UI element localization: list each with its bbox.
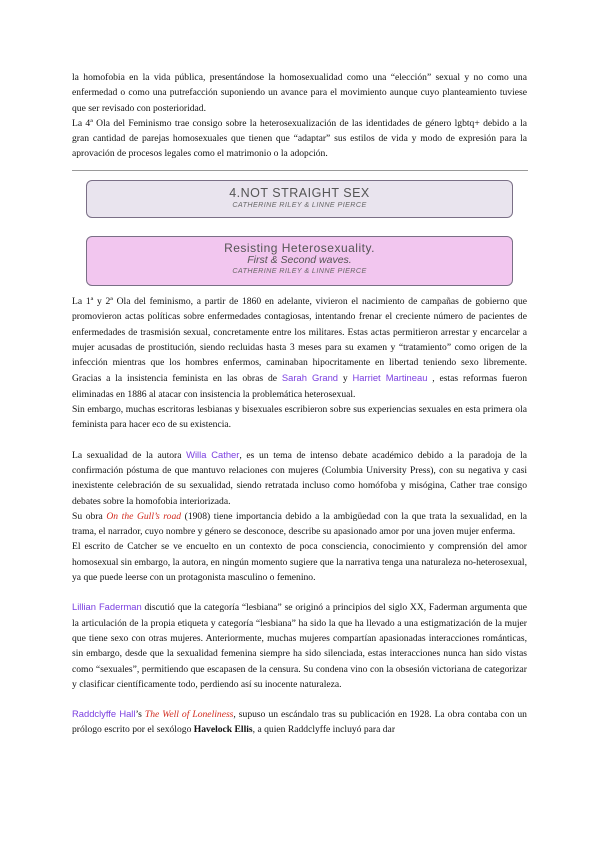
section3-paragraph-1: Lillian Faderman discutió que la categoría “lesbiana” se originó a principios del siglo XX, Faderman argumenta que la articulación de la propia etiqueta y categoría “lesbiana” ha sido la que ha llevado a una estigmatización de la mujer que tiene sexo con otras mujeres. Anteriormente, muchas mujeres compartían apasionadas interacciones románticas, sin embargo, desde que la sexualidad femenina siempre ha sido silenciada, estas interacciones nunca han sido vistas como “sexuales”, permitiendo que escapasen de la censura. Su condena vino con la obsesión victoriana de categorizar y clasificar científicamente todo, perdiendo así su inocente naturaleza. (72, 601, 527, 690)
sexologist-name: Havelock Ellis (193, 724, 253, 736)
section4-paragraph-1: Raddclyffe Hall’s The Well of Loneliness, supuso un escándalo tras su publicación en 1928. La obra contaba con un prólogo escrito por el sexólogo Havelock Ellis, a quien Raddclyffe incluyó para dar (72, 708, 527, 736)
section2-paragraph-2: Su obra On the Gull’s road (1908) tiene importancia debido a la ambigüedad con la que trata la sexualidad, en la trama, el narrador, cuyo nombre y género se desconoce, describe su apasionado amor por una joven mujer enferma. (72, 510, 527, 538)
intro-text (72, 70, 527, 162)
intro-paragraph-2: La 4ª Ola del Feminismo trae consigo sobre la heterosexualización de las identidades de género lgbtq+ debido a la gran cantidad de parejas homosexuales que tienen que “adaptar” sus estilos de vida y modo de expresión para la aprovación de procesos legales como el matrimonio o la adopción. (72, 117, 527, 160)
author-name-sarah-grand: Sarah Grand (281, 372, 339, 384)
banner-author: CATHERINE RILEY & LINNE PIERCE (232, 200, 367, 209)
author-name-raddclyffe-hall: Raddclyffe Hall (72, 708, 136, 720)
intro-paragraph-1: la homofobia en la vida pública, presentándose la homosexualidad como una “elección” sexual y no como una enfermedad o como una putrefacción suponiendo un avance para el movimiento aunque cuyo planteamiento tuviese que ser revisado con posterioridad. (72, 72, 527, 114)
banner-not-straight-sex (86, 180, 513, 218)
section2-paragraph-3: El escrito de Catcher se ve encuelto en un contexto de poca consciencia, conocimiento y comprensión del amor homosexual sin embargo, la autora, en ningún momento sugiere que la narrativa tenga una naturaleza no-heterosexual, ya que puede leerse con un protagonista masculino o femenino. (72, 541, 527, 584)
banner-author: CATHERINE RILEY & LINNE PIERCE (232, 266, 367, 275)
banner-resisting-heterosexuality (86, 236, 513, 286)
author-name-lillian-faderman: Lillian Faderman (72, 601, 142, 613)
work-title-well-of-loneliness: The Well of Loneliness (144, 709, 234, 721)
section2-paragraph-1: La sexualidad de la autora Willa Cather, es un tema de intenso debate académico debido a la paradoja de la confirmación póstuma de que mantuvo relaciones con mujeres (Columbia University Press), con su negativa y casi inexistente celebración de su sexualidad, siendo retratada incluso como homófoba y misógina, Cather trae consigo debates sobre la homofobia interiorizada. (72, 448, 527, 507)
main-text (72, 294, 527, 738)
banner-subtitle: First & Second waves. (247, 254, 352, 266)
author-name-willa-cather: Willa Cather (186, 448, 240, 460)
author-name-harriet-martineau: Harriet Martineau (352, 372, 428, 384)
section1-paragraph-2: Sin embargo, muchas escritoras lesbianas y bisexuales escribieron sobre sus experiencias sexuales en esta primera ola feminista para hacer eco de su existencia. (72, 404, 527, 431)
work-title-gulls-road: On the Gull’s road (106, 510, 182, 522)
banner-title: Resisting Heterosexuality. (224, 241, 375, 255)
section-divider (72, 170, 528, 171)
banner-title: 4.NOT STRAIGHT SEX (229, 186, 370, 200)
section1-paragraph-1: La 1ª y 2ª Ola del feminismo, a partir de 1860 en adelante, vivieron el nacimiento de campañas de gobierno que promovieron actas políticas sobre enfermedades contagiosas, intentando frenar el creciente número de pacientes de enfermedades de trasmisión sexual, concretamente entre los militares. Estas actas permitieron arrestar y encarcelar a mujer acusadas de prostitución, siendo recluidas hasta 3 meses para su examen y “tratamiento” como origen de la infección mientras que los hombres enfermos, caminaban hipocritamente en libertad teniendo sexo libremente. Gracias a la insistencia feminista en las obras de Sarah Grand y Harriet Martineau , estas reformas fueron eliminadas en 1886 al atacar con insistencia la problemática heterosexual. (72, 296, 527, 400)
